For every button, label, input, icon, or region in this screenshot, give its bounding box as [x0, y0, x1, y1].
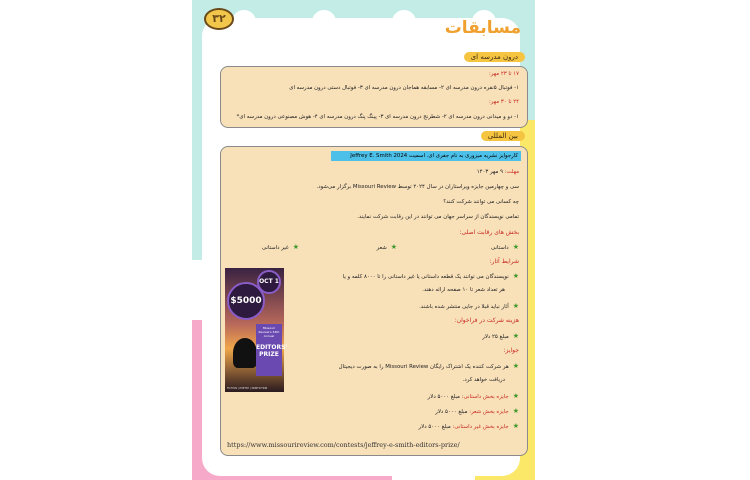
silhouette — [233, 338, 257, 368]
prize-label: جایزه بخش داستانی: — [461, 394, 509, 400]
term-text: آثار نباید قبلا در جایی منتشر شده باشند. — [419, 304, 509, 310]
section-label-intl: بین المللی — [481, 131, 525, 141]
prize-item — [419, 422, 519, 430]
magazine-page — [192, 0, 535, 480]
decor-wave — [312, 10, 336, 34]
competition-banner: کارجوایز نشریه میزوری به نام جفری ای. اسمیت Jeffrey E. Smith 2024 — [331, 151, 521, 161]
term-text: هر تعداد شعر تا ۱۰ صفحه ارائه دهند. — [422, 287, 505, 293]
page-title: مسابقات — [444, 18, 521, 38]
prize-sub — [339, 362, 519, 370]
section-item — [377, 243, 397, 251]
term-item — [343, 272, 519, 280]
fee-heading: هزینه شرکت در فراخوان: — [454, 317, 519, 324]
star-icon: ★ — [512, 272, 519, 280]
sections-heading: بخش های رقابت اصلی: — [459, 229, 519, 236]
prize-item — [435, 407, 519, 415]
star-icon: ★ — [390, 243, 397, 251]
intl-box — [220, 146, 528, 456]
prize-value: مبلغ ۵۰۰۰ دلار — [427, 394, 460, 400]
page-number: ۳۲ — [204, 8, 234, 30]
star-icon: ★ — [292, 243, 299, 251]
section-text: غیر داستانی — [261, 245, 289, 251]
star-icon: ★ — [512, 332, 519, 340]
star-icon: ★ — [512, 302, 519, 310]
fee-text: مبلغ ۲۵ دلار — [482, 334, 509, 340]
star-icon: ★ — [512, 243, 519, 251]
deadline-label: مهلت: — [504, 169, 519, 175]
prize-sub-text: دریافت خواهد کرد. — [462, 377, 505, 383]
fee-item — [482, 332, 519, 340]
poster-prize: EDITORS' PRIZE — [256, 344, 288, 358]
date-range: ۲۴ تا ۳۰ مهر: — [488, 99, 519, 105]
prize-label: جایزه بخش غیر داستانی: — [452, 424, 509, 430]
poster-book-title: Missouri Review's 34th Annual — [258, 326, 280, 338]
decor-wave — [232, 10, 256, 34]
date-range: ۱۷ تا ۲۳ مهر: — [488, 71, 519, 77]
term-item — [419, 302, 519, 310]
prize-item — [428, 392, 519, 400]
poster-book — [256, 324, 288, 376]
prize-label: جایزه بخش شعر: — [469, 409, 509, 415]
event-list: ۱- دو و میدانی درون مدرسه ای ۲- شطرنج درون مدرسه ای ۳- پینگ پنگ درون مدرسه ای ۴- هوش مصنوعی درون مدرسه ای* — [236, 114, 519, 120]
section-text: داستانی — [491, 245, 509, 251]
prize-value: مبلغ ۵۰۰۰ دلار — [435, 409, 468, 415]
terms-heading: شرایط آثار: — [489, 258, 519, 265]
poster-date: OCT 1 — [257, 270, 281, 294]
deadline-value: ۹ مهر ۱۴۰۳ — [476, 169, 503, 175]
decor-wave — [392, 10, 416, 34]
section-item — [262, 243, 299, 251]
section-text: شعر — [376, 245, 387, 251]
star-icon: ★ — [512, 392, 519, 400]
contest-poster — [225, 268, 288, 392]
intro-text: سی و چهارمین جایزه ویراستاران در سال ۲۰۲۴ توسط Missouri Review برگزار می‌شود. — [316, 184, 519, 190]
section-item — [491, 243, 519, 251]
poster-footer: FICTION | POETRY | NONFICTION — [227, 387, 268, 390]
poster-amount: $5000 — [227, 282, 265, 320]
who-answer: تمامی نویسندگان از سراسر جهان می توانند در این رقابت شرکت نمایند. — [357, 214, 519, 220]
section-label-school: درون مدرسه ای — [464, 52, 525, 62]
star-icon: ★ — [512, 422, 519, 430]
term-text: نویسندگان می توانند یک قطعه داستانی یا غیر داستانی را تا ۸۰۰۰ کلمه و یا — [342, 274, 509, 280]
prizes-heading: جوایز: — [503, 347, 519, 354]
prize-sub-text: هر شرکت کننده یک اشتراک رایگان Missouri Review را به صورت دیجیتال — [338, 364, 509, 370]
star-icon: ★ — [512, 407, 519, 415]
deadline — [477, 169, 519, 175]
star-icon: ★ — [512, 362, 519, 370]
event-list: ۱- فوتبال ۵نفره درون مدرسه ای ۲- مسابقه هماجان درون مدرسه ای ۳- فوتبال دستی درون مدرسه ای — [289, 85, 519, 91]
who-question: چه کسانی می توانند شرکت کنند؟ — [443, 199, 519, 205]
contest-link[interactable]: https://www.missourireview.com/contests/jeffrey-e-smith-editors-prize/ — [227, 441, 460, 449]
prize-value: مبلغ ۵۰۰۰ دلار — [418, 424, 451, 430]
school-box — [220, 66, 528, 128]
